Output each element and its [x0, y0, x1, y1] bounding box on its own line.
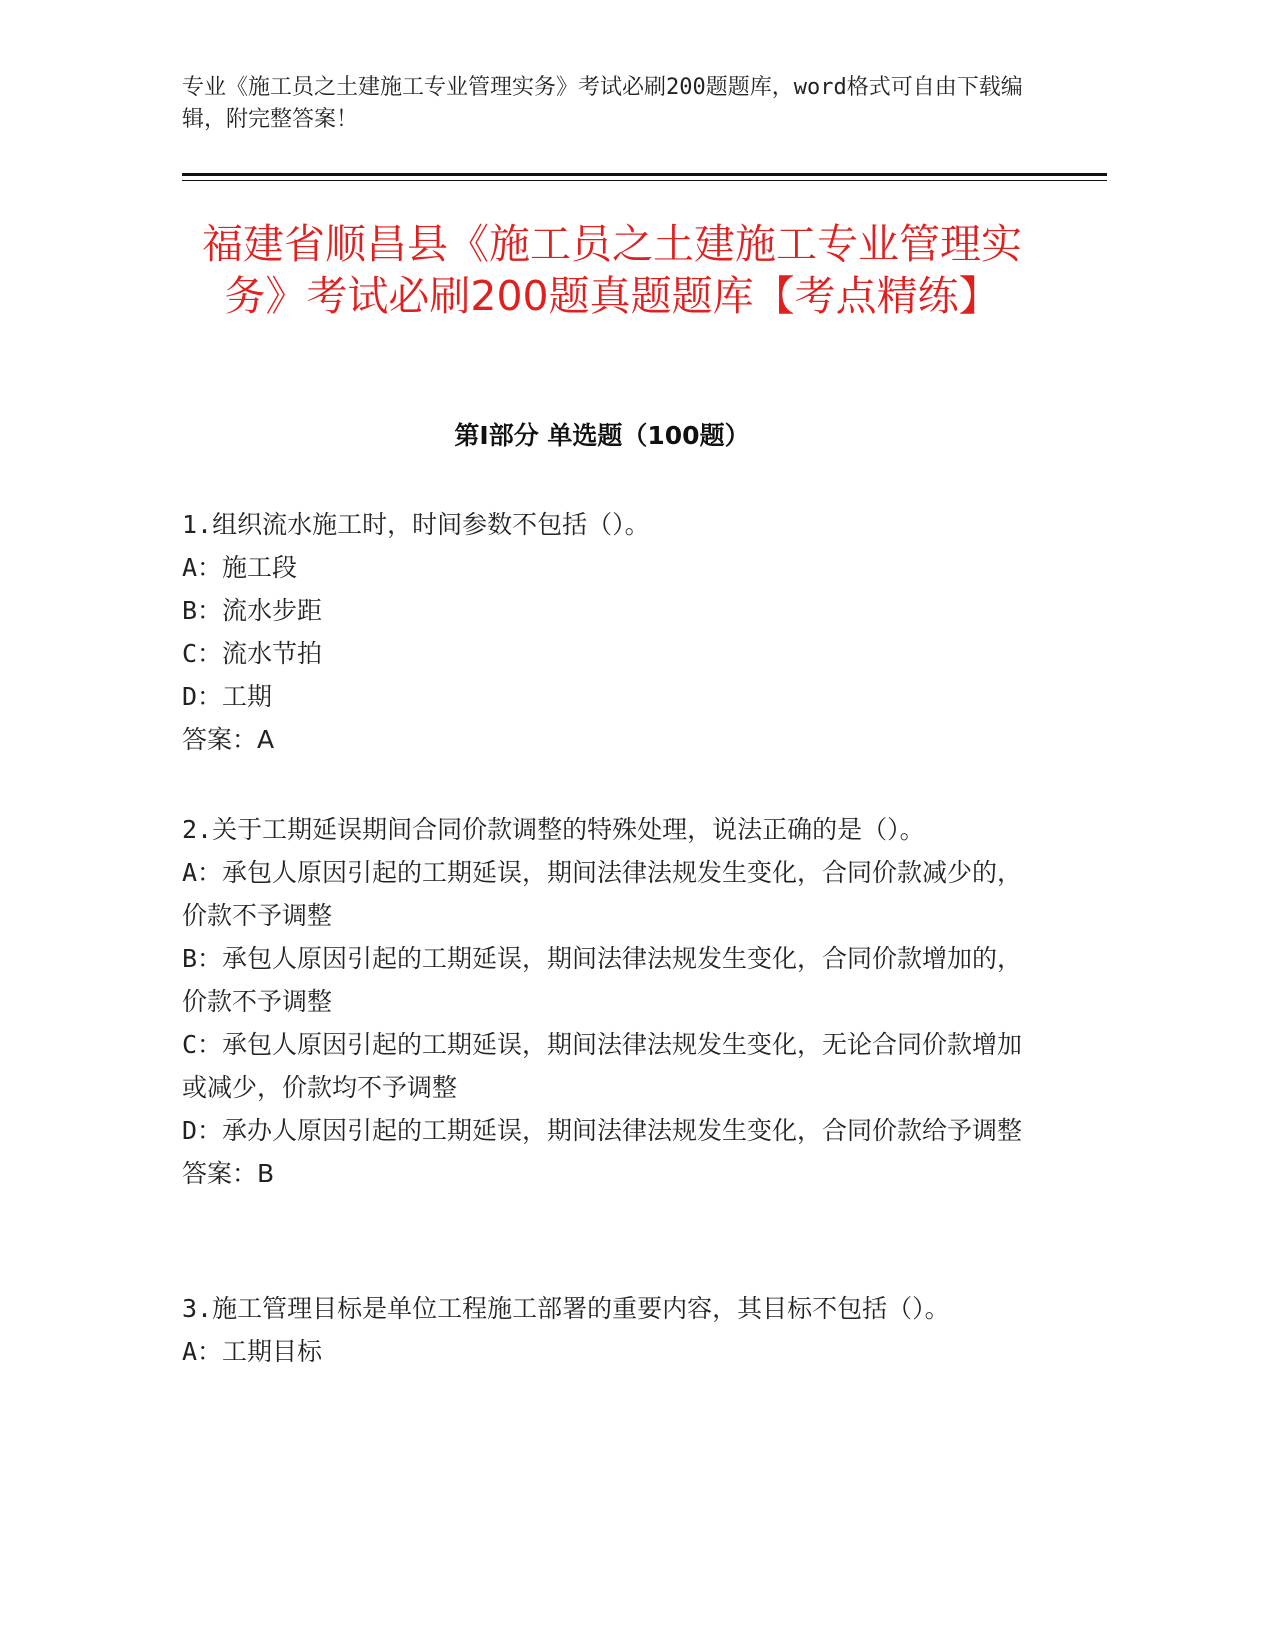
header-divider-thin: [182, 180, 1107, 181]
header-note: 专业《施工员之土建施工专业管理实务》考试必刷200题题库，word格式可自由下载编辑，附完整答案！: [182, 75, 1023, 132]
question-stem: 3.施工管理目标是单位工程施工部署的重要内容，其目标不包括（）。: [182, 1294, 950, 1323]
option-b: B：承包人原因引起的工期延误，期间法律法规发生变化，合同价款增加的，价款不予调整: [182, 944, 1023, 1016]
option-a: A：承包人原因引起的工期延误，期间法律法规发生变化，合同价款减少的，价款不予调整: [182, 858, 1023, 930]
option-d: D：承办人原因引起的工期延误，期间法律法规发生变化，合同价款给予调整: [182, 1116, 1023, 1145]
answer: 答案：B: [182, 1159, 275, 1188]
option-c: C：流水节拍: [182, 639, 323, 668]
answer: 答案：A: [182, 725, 275, 754]
document-title: 福建省顺昌县《施工员之土建施工专业管理实务》考试必刷200题真题题库【考点精练】: [202, 220, 1022, 320]
option-a: A：工期目标: [182, 1337, 323, 1366]
section-title: 第Ⅰ部分 单选题（100题）: [454, 421, 750, 450]
option-b: B：流水步距: [182, 596, 323, 625]
question-stem: 1.组织流水施工时，时间参数不包括（）。: [182, 510, 650, 539]
question-3: [182, 1287, 1027, 1373]
question-stem: 2.关于工期延误期间合同价款调整的特殊处理，说法正确的是（）。: [182, 815, 925, 844]
question-1: [182, 503, 1027, 761]
question-2: [182, 808, 1027, 1195]
option-d: D：工期: [182, 682, 273, 711]
option-c: C：承包人原因引起的工期延误，期间法律法规发生变化，无论合同价款增加或减少，价款均不予调整: [182, 1030, 1023, 1102]
header-divider-thick: [182, 173, 1107, 176]
option-a: A：施工段: [182, 553, 298, 582]
